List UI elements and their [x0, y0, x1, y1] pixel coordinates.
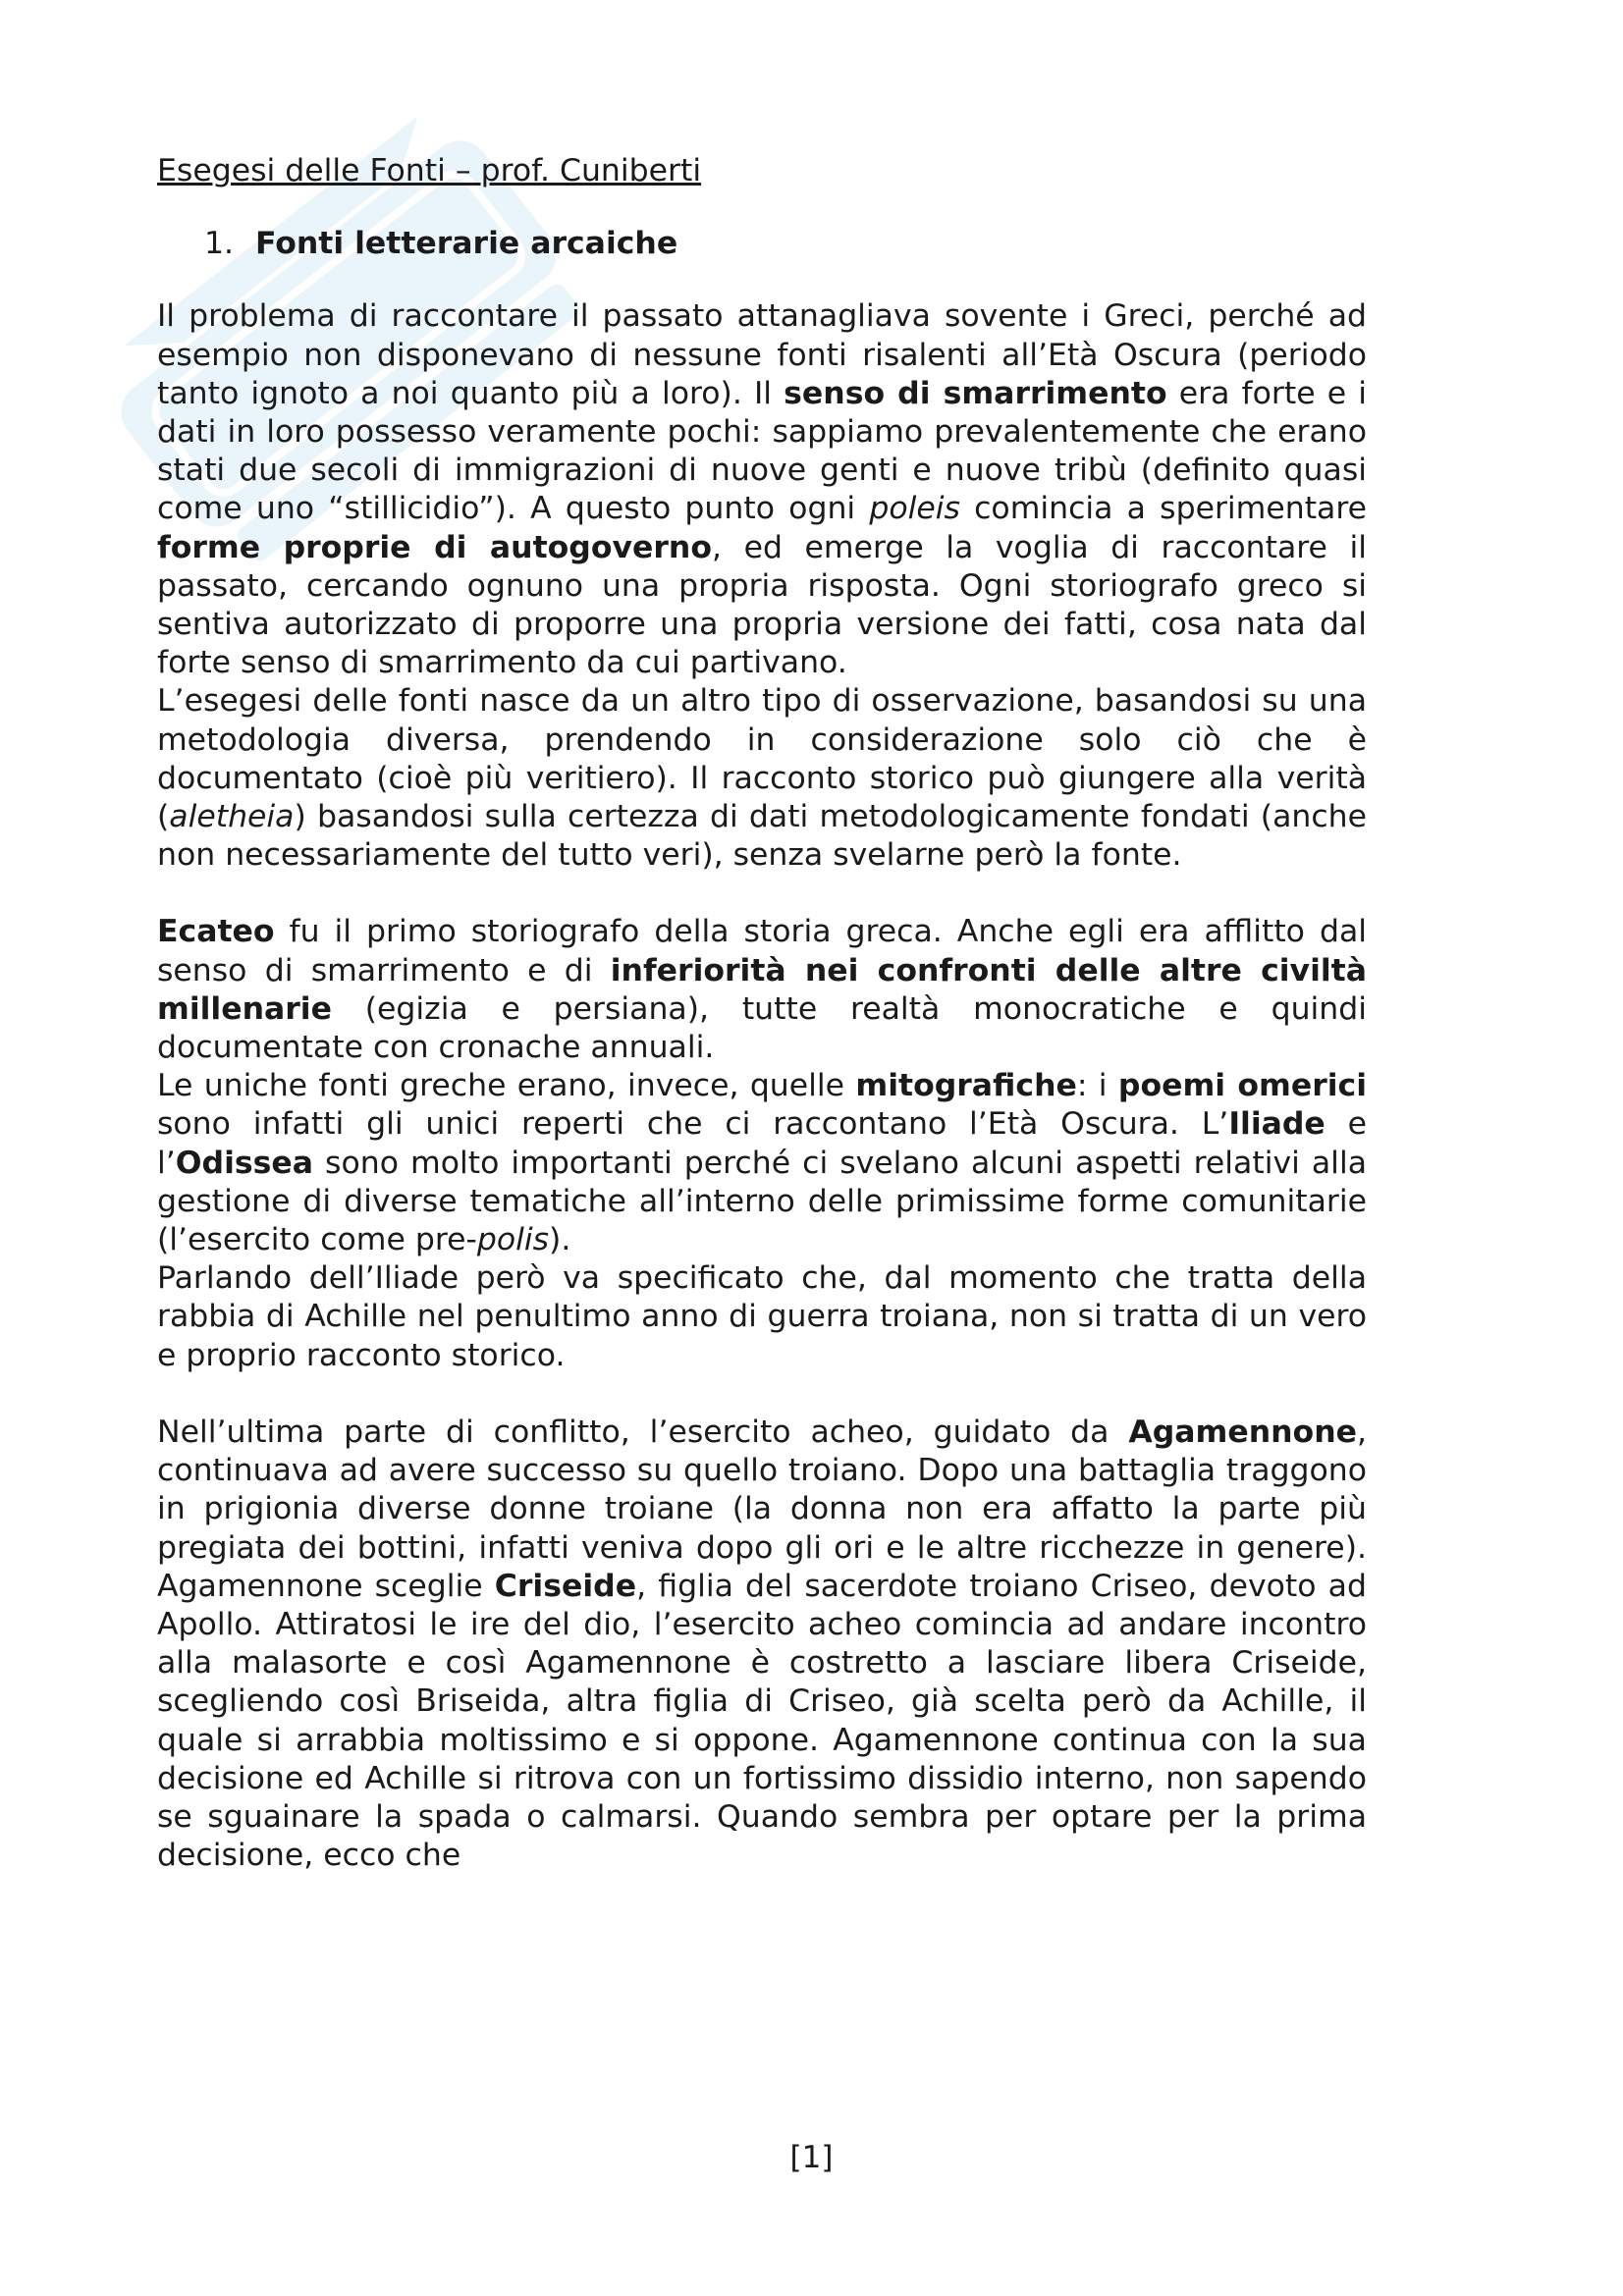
paragraph-1: Il problema di raccontare il passato attanagliava sovente i Greci, perché ad esempio non disponevano di nessune fonti risalenti all’Età Oscura (periodo tanto ignoto a noi quanto più a loro). Il senso di smarrimento era forte e i dati in loro possesso veramente pochi: sappiamo prevalentemente che erano stati due secoli di immigrazioni di nuove genti e nuove tribù (definito quasi come uno “stillicidio”). A questo punto ogni poleis comincia a sperimentare forme proprie di autogoverno, ed emerge la voglia di raccontare il passato, cercando ognuno una propria risposta. Ogni storiografo greco si sentiva autorizzato di proporre una propria versione dei fatti, cosa nata dal forte senso di smarrimento da cui partivano.: [157, 298, 1367, 681]
paragraph-6: Nell’ultima parte di conflitto, l’esercito acheo, guidato da Agamennone, continuava ad avere successo su quello troiano. Dopo una battaglia traggono in prigionia diverse donne troiane (la donna non era affatto la parte più pregiata dei bottini, infatti veniva dopo gli ori e le altre ricchezze in genere). Agamennone sceglie Criseide, figlia del sacerdote troiano Criseo, devoto ad Apollo. Attiratosi le ire del dio, l’esercito acheo comincia ad andare incontro alla malasorte e così Agamennone è costretto a lasciare libera Criseide, scegliendo così Briseida, altra figlia di Criseo, già scelta però da Achille, il quale si arrabbia moltissimo e si oppone. Agamennone continua con la sua decisione ed Achille si ritrova con un fortissimo dissidio interno, non sapendo se sguainare la spada o calmarsi. Quando sembra per optare per la prima decisione, ecco che: [157, 1414, 1367, 1874]
page-number: [1]: [789, 2140, 834, 2175]
paragraph-2: L’esegesi delle fonti nasce da un altro tipo di osservazione, basandosi su una metodologia diversa, prendendo in considerazione solo ciò che è documentato (cioè più veritiero). Il racconto storico può giungere alla verità (aletheia) basandosi sulla certezza di dati metodologicamente fondati (anche non necessariamente del tutto veri), senza svelarne però la fonte.: [157, 683, 1367, 874]
document-body: [157, 152, 1367, 1875]
blank-line: [157, 875, 1367, 913]
paragraph-3: Ecateo fu il primo storiografo della storia greca. Anche egli era afflitto dal senso di smarrimento e di inferiorità nei confronti delle altre civiltà millenarie (egizia e persiana), tutte realtà monocratiche e quindi documentate con cronache annuali.: [157, 914, 1367, 1066]
section-number: 1.: [204, 226, 235, 262]
document-header: Esegesi delle Fonti – prof. Cuniberti: [157, 153, 702, 188]
blank-line: [157, 1375, 1367, 1414]
section-heading: [157, 225, 1367, 263]
section-title: Fonti letterarie arcaiche: [255, 226, 678, 262]
paragraph-4: Le uniche fonti greche erano, invece, quelle mitografiche: i poemi omerici sono infatti gli unici reperti che ci raccontano l’Età Oscura. L’Iliade e l’Odissea sono molto importanti perché ci svelano alcuni aspetti relativi alla gestione di diverse tematiche all’interno delle primissime forme comunitarie (l’esercito come pre-polis).: [157, 1068, 1368, 1258]
paragraph-5: Parlando dell’Iliade però va specificato che, dal momento che tratta della rabbia di Achille nel penultimo anno di guerra troiana, non si tratta di un vero e proprio racconto storico.: [157, 1260, 1367, 1373]
